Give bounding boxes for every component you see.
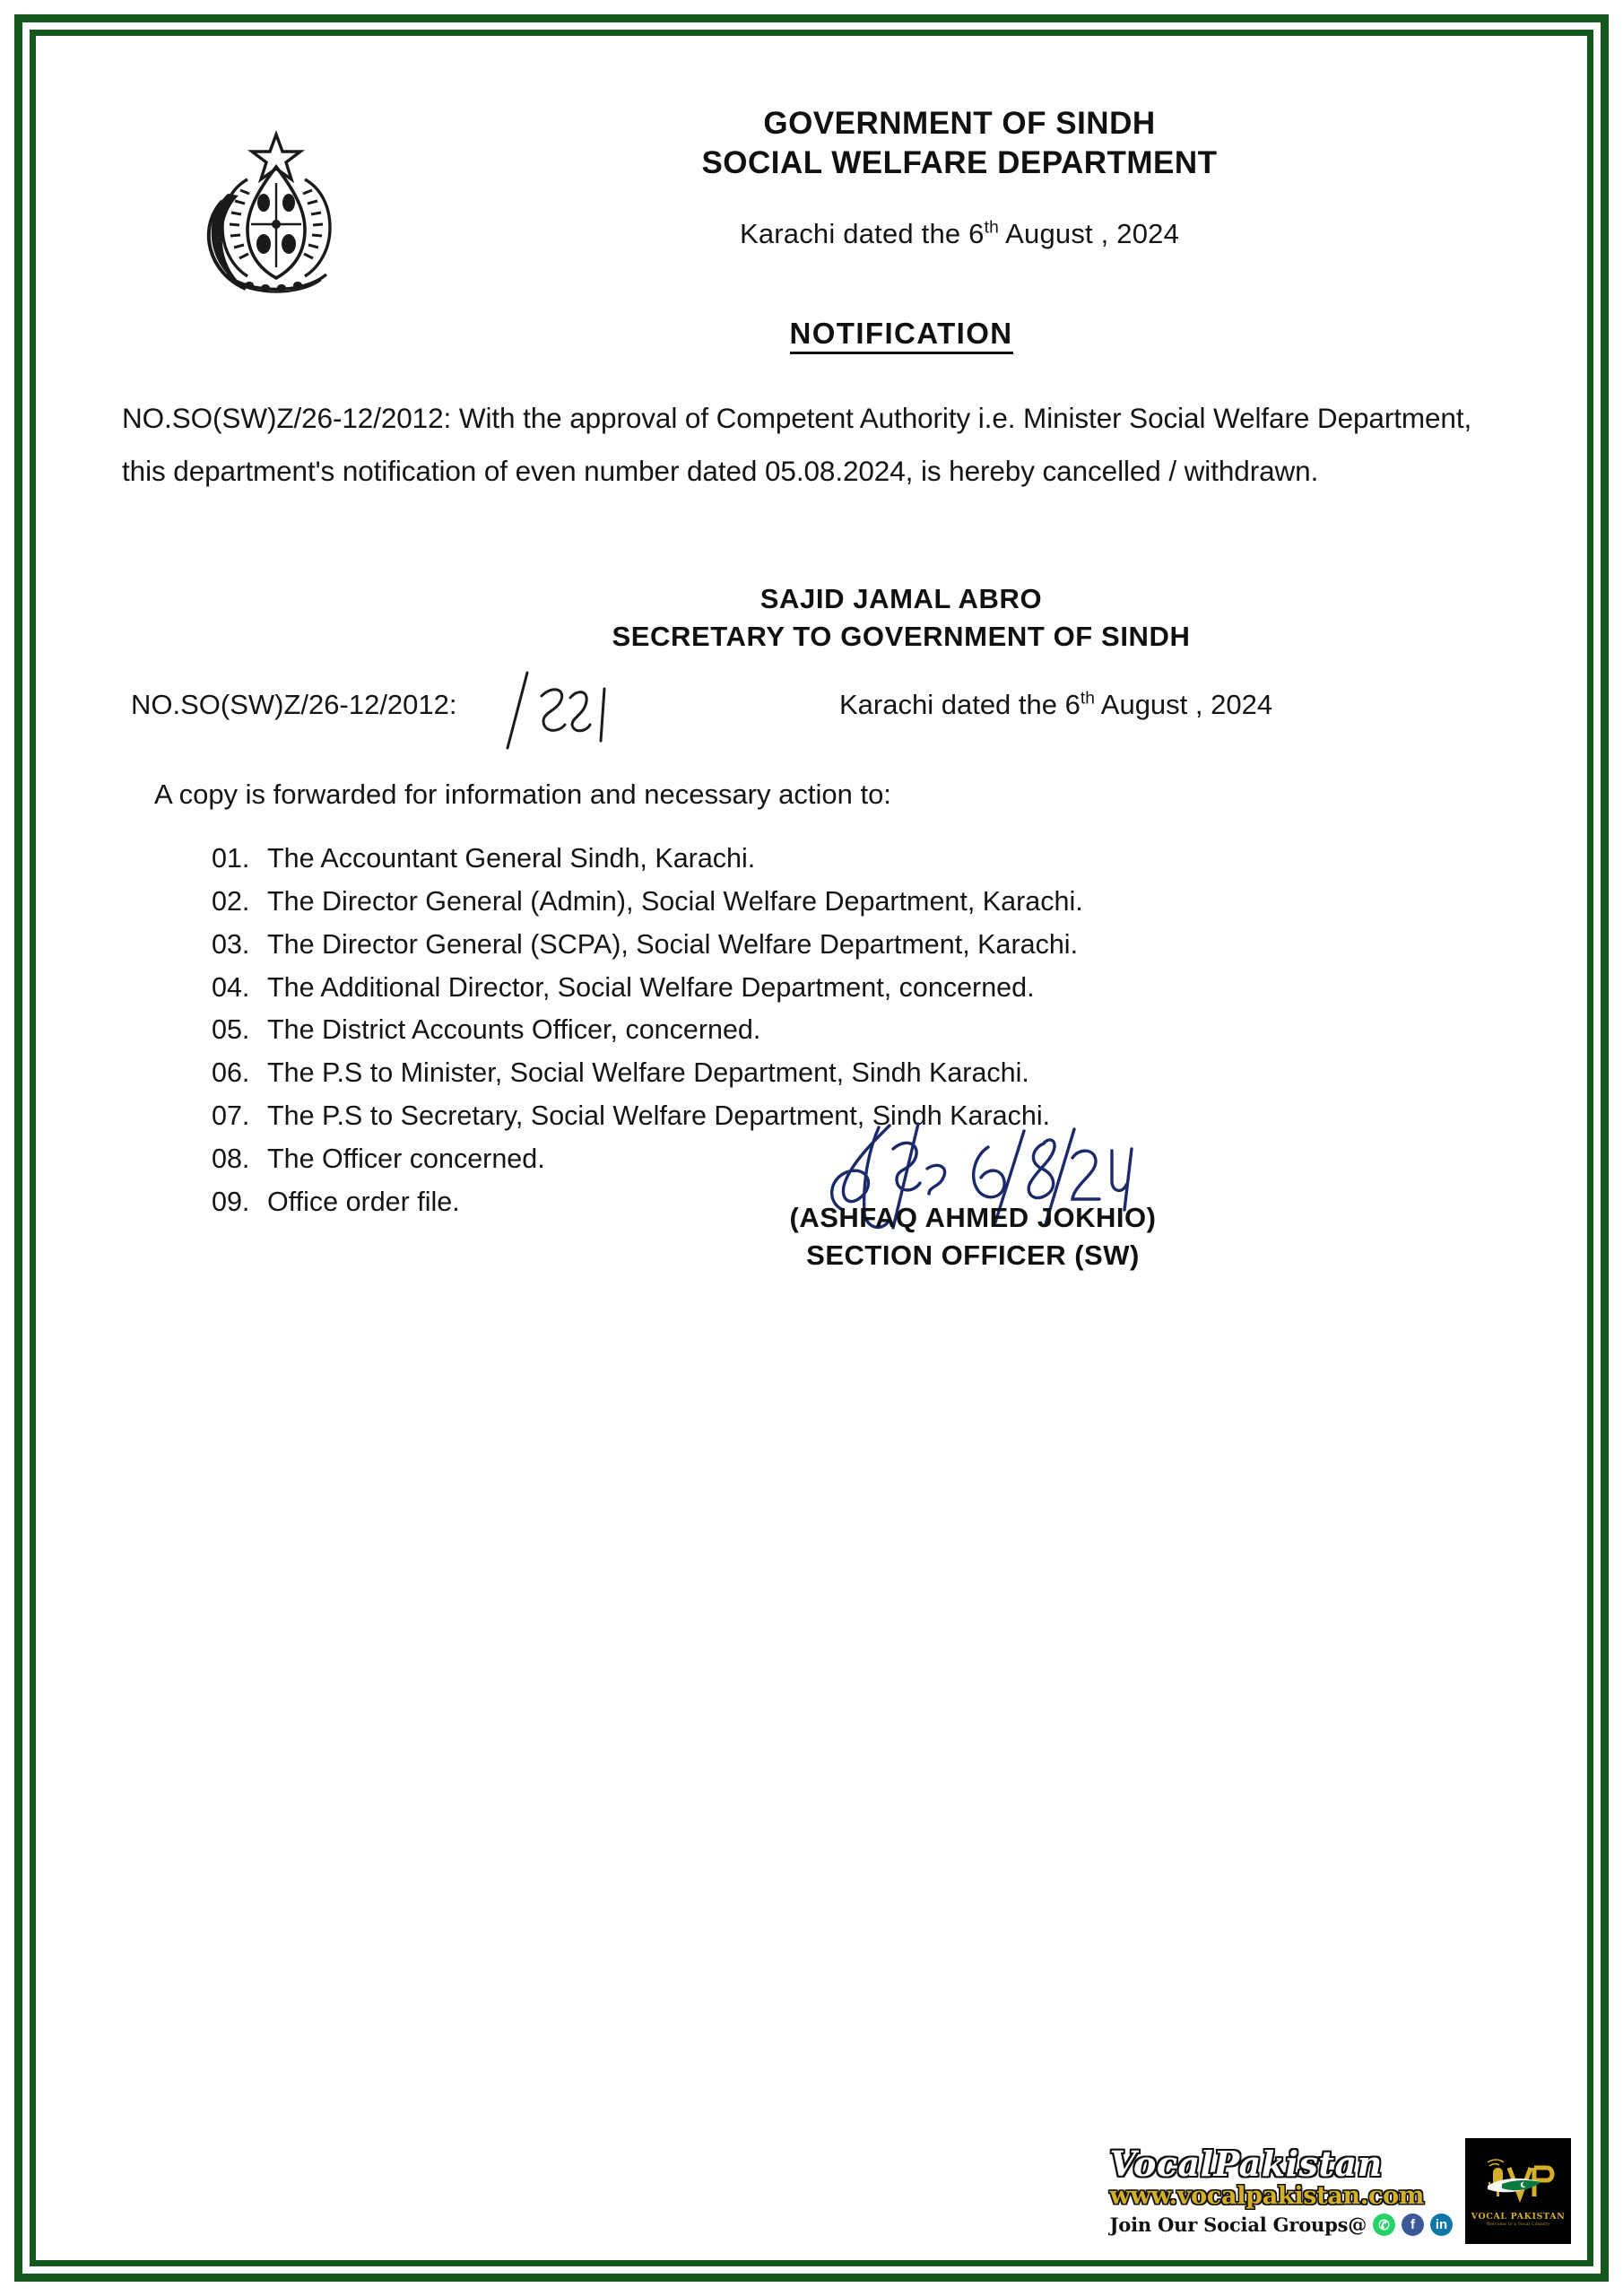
notification-heading-text: NOTIFICATION [790, 317, 1013, 354]
list-item [212, 838, 1501, 881]
list-item [212, 1009, 1501, 1052]
list-item-text: The District Accounts Officer, concerned. [267, 1014, 761, 1046]
forwarding-statement: A copy is forwarded for information and necessary action to: [154, 778, 891, 810]
reference-date-suffix: August , 2024 [1094, 688, 1273, 720]
list-item-number: 02. [212, 885, 250, 917]
list-item [212, 881, 1501, 924]
reference-date-ordinal: th [1080, 689, 1095, 709]
secondary-signatory-title: SECTION OFFICER (SW) [806, 1239, 1140, 1271]
document-content [50, 50, 1573, 2246]
primary-signatory-name: SAJID JAMAL ABRO [759, 583, 1043, 615]
handwritten-diary-number [488, 669, 622, 750]
watermark-social-row [1110, 2213, 1453, 2236]
reference-number: NO.SO(SW)Z/26-12/2012: [131, 688, 457, 720]
vocal-pakistan-badge [1465, 2138, 1571, 2244]
list-item-text: The Director General (SCPA), Social Welfare Department, Karachi. [267, 928, 1079, 960]
secondary-signature-block [122, 1199, 1501, 1274]
primary-signatory-title: SECRETARY TO GOVERNMENT OF SINDH [612, 620, 1191, 652]
list-item-text: The Director General (Admin), Social Welfare Department, Karachi. [267, 885, 1083, 917]
header-text-block [418, 104, 1501, 250]
list-item-text: The Officer concerned. [267, 1144, 545, 1174]
notification-heading [301, 317, 1501, 351]
recipients-list [212, 838, 1501, 1224]
watermark-brand: VocalPakistan [1109, 2143, 1383, 2184]
department-title: SOCIAL WELFARE DEPARTMENT [701, 145, 1218, 181]
microphone-flag-monogram-icon [1475, 2155, 1561, 2211]
list-item [212, 1095, 1501, 1138]
facebook-icon[interactable]: f [1402, 2213, 1424, 2236]
list-item [212, 967, 1501, 1010]
list-item [212, 1138, 1501, 1181]
reference-date-prefix: Karachi dated the 6 [839, 688, 1081, 720]
watermark-social-label: Join Our Social Groups@ [1109, 2213, 1367, 2237]
list-item-number: 07. [212, 1100, 250, 1132]
header-date [418, 218, 1501, 250]
pakistan-state-emblem-icon [195, 124, 357, 299]
list-item-number: 09. [212, 1186, 250, 1217]
whatsapp-icon[interactable]: ✆ [1373, 2213, 1395, 2236]
list-item-number: 08. [212, 1144, 250, 1174]
header-date-suffix: August , 2024 [999, 217, 1180, 249]
badge-subcaption: Welcome to a Vocal Country [1486, 2222, 1550, 2227]
reference-date [839, 689, 1272, 721]
list-item-number: 05. [212, 1014, 250, 1046]
secondary-signatory-name: (ASHFAQ AHMED JOKHIO) [789, 1201, 1157, 1233]
badge-caption: VOCAL PAKISTAN [1471, 2212, 1566, 2222]
list-item [212, 1052, 1501, 1095]
document-header [122, 104, 1501, 297]
list-item [212, 924, 1501, 967]
list-item-text: Office order file. [267, 1186, 460, 1217]
list-item-number: 04. [212, 971, 250, 1003]
list-item-text: The Additional Director, Social Welfare Department, concerned. [267, 971, 1035, 1003]
watermark-text-block [1101, 2138, 1465, 2244]
reference-row [122, 689, 1501, 744]
primary-signature-block [122, 580, 1501, 654]
watermark-url[interactable]: www.vocalpakistan.com [1109, 2182, 1425, 2211]
notification-body: NO.SO(SW)Z/26-12/2012: With the approval of Competent Authority i.e. Minister Social Welfare Department, this department's notification of even number dated 05.08.2024, is hereby cancelled / withdrawn. [122, 402, 1472, 488]
watermark-footer [1101, 2138, 1571, 2244]
header-date-ordinal: th [984, 218, 1000, 238]
list-item-number: 01. [212, 842, 250, 874]
list-item-text: The P.S to Secretary, Social Welfare Department, Sindh Karachi. [267, 1100, 1051, 1132]
list-item-number: 06. [212, 1057, 250, 1089]
linkedin-icon[interactable]: in [1430, 2213, 1453, 2236]
list-item-text: The P.S to Minister, Social Welfare Department, Sindh Karachi. [267, 1057, 1029, 1089]
list-item-number: 03. [212, 928, 250, 960]
list-item-text: The Accountant General Sindh, Karachi. [267, 842, 756, 874]
government-title: GOVERNMENT OF SINDH [763, 106, 1156, 141]
header-date-prefix: Karachi dated the 6 [739, 217, 985, 249]
